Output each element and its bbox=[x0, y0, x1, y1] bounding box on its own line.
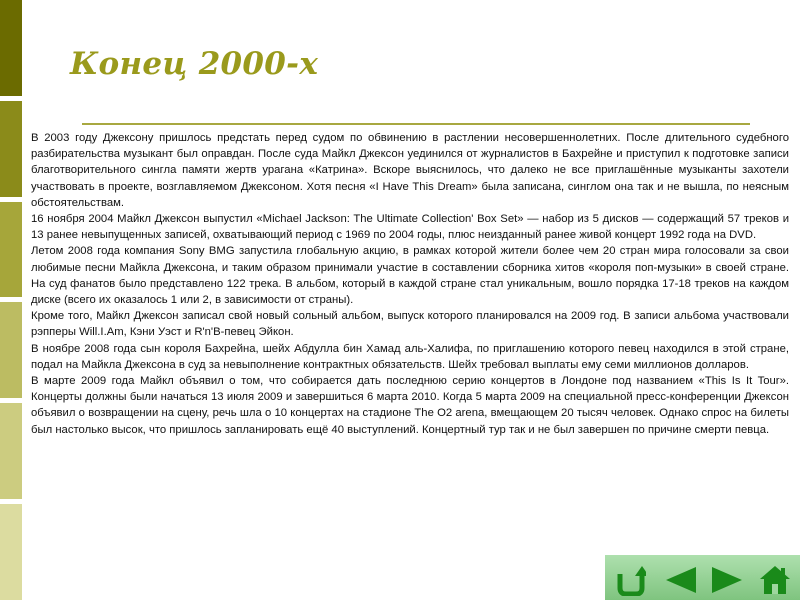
triangle-left-icon bbox=[664, 565, 698, 595]
previous-slide-button[interactable] bbox=[662, 563, 700, 597]
slide-title: Конец 2000-х bbox=[70, 46, 319, 82]
next-slide-button[interactable] bbox=[708, 563, 746, 597]
house-icon bbox=[758, 564, 792, 596]
paragraph-this-is-it: В марте 2009 года Майкл объявил о том, что собирается дать последнюю серию концертов в Лондоне под названием «This Is It Tour». Концерты должны были начаться 13 июля 2009 и завершиться 6 марта 2010. Когда 5 марта 2009 на специальной пресс-конференции Джексон объявил о возвращении на сцену, речь шла о 10 концертах на стадионе The O2 arena, вмещающем 20 тысяч человек. Однако спрос на билеты был настолько высок, что пришлось запланировать ещё 40 выступлений. Концертный тур так и не был завершен по причине смерти певца. bbox=[31, 375, 789, 436]
slide-body bbox=[31, 130, 789, 438]
triangle-right-icon bbox=[710, 565, 744, 595]
title-underline bbox=[82, 123, 750, 125]
return-button[interactable] bbox=[612, 563, 650, 597]
sidebar-stripe bbox=[0, 0, 22, 96]
paragraph-box-set: 16 ноября 2004 Майкл Джексон выпустил «Michael Jackson: The Ultimate Collection' Box Set» — набор из 5 дисков — содержащий 57 треков и 13 ранее невыпущенных записей, охватывающий период с 1969 по 2004 годы, плюс неизданный ранее живой концерт 1992 года на DVD. bbox=[31, 213, 789, 242]
paragraph-new-album: Кроме того, Майкл Джексон записал свой новый сольный альбом, выпуск которого планировался на 2009 год. В записи альбома участвовали рэпперы Will.I.Am, Кэни Уэст и R'n'B-певец Эйкон. bbox=[31, 310, 789, 339]
home-button[interactable] bbox=[756, 563, 794, 597]
sidebar-stripe bbox=[0, 101, 22, 197]
sidebar-stripe bbox=[0, 403, 22, 499]
paragraph-sony-bmg: Летом 2008 года компания Sony BMG запустила глобальную акцию, в рамках которой жители более чем 20 стран мира голосовали за свои любимые песни Майкла Джексона, и таким образом принимали участие в составлении сборника хитов «короля поп-музыки» в своей стране. На суд фанатов было представлено 122 трека. В альбом, который в каждой стране стал уникальным, вошло порядка 17-18 треков на каждом диске (всего их оказалось 1 или 2, в зависимости от страны). bbox=[31, 245, 789, 307]
sidebar-stripe bbox=[0, 504, 22, 600]
sidebar-stripe bbox=[0, 202, 22, 298]
decorative-sidebar bbox=[0, 0, 22, 600]
u-turn-arrow-icon bbox=[616, 564, 646, 596]
paragraph-bahrain-lawsuit: В ноябре 2008 года сын короля Бахрейна, шейх Абдулла бин Хамад аль-Халифа, по приглашению которого певец находился в этой стране, подал на Майкла Джексона в суд за невыполнение контрактных обязательств. Шейх требовал выплаты ему семи миллионов долларов. bbox=[31, 342, 789, 371]
paragraph-trial: В 2003 году Джексону пришлось предстать перед судом по обвинению в растлении несовершеннолетних. После длительного судебного разбирательства музыкант был оправдан. После суда Майкл Джексон уединился от журналистов в Бахрейне и приступил к подготовке записи благотворительного сингла памяти жертв урагана «Катрина». Вскоре выяснилось, что далеко не все приглашённые музыканты захотели участвовать в проекте, возглавляемом Джексоном. Хотя песня «I Have This Dream» была записана, синглом она так и не вышла, по неясным обстоятельствам. bbox=[31, 132, 789, 209]
sidebar-stripe bbox=[0, 302, 22, 398]
